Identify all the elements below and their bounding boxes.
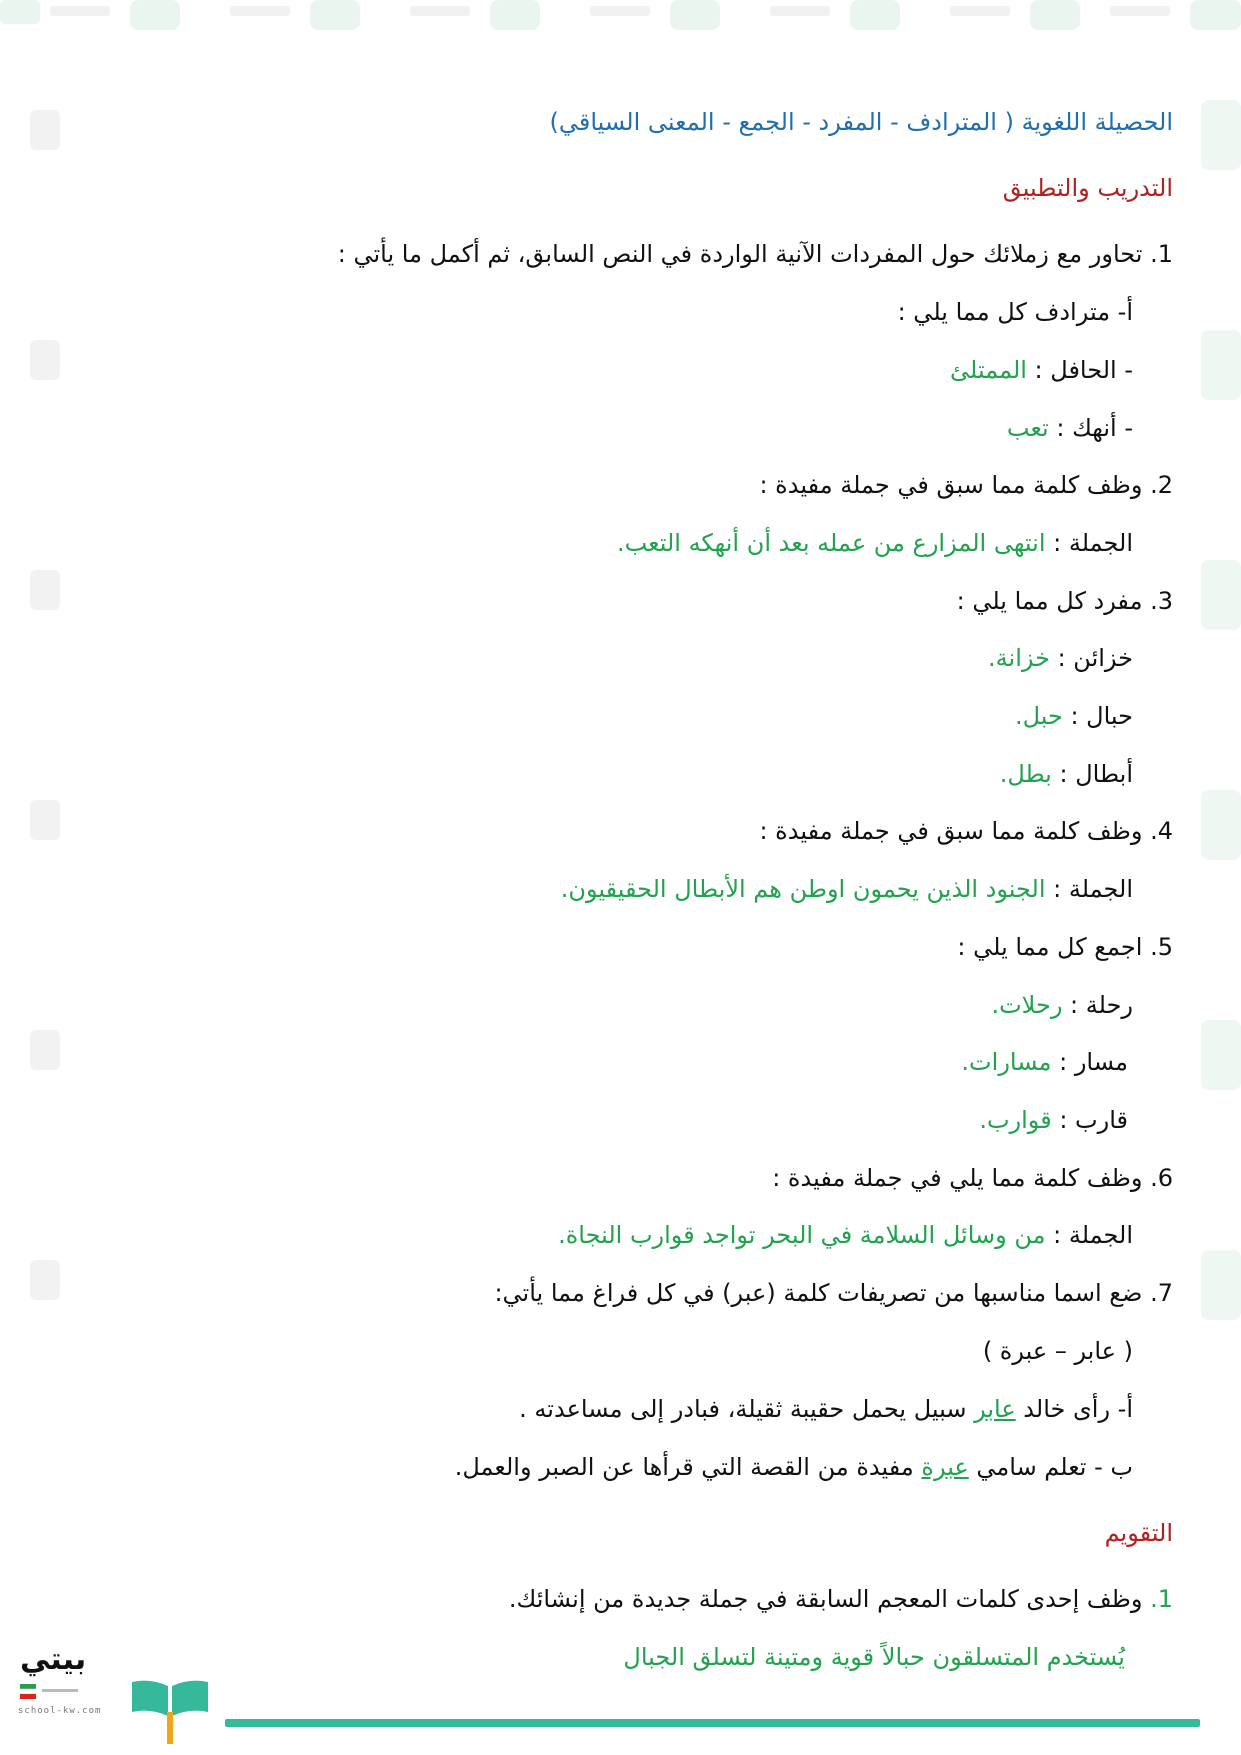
question-3-text: مفرد كل مما يلي : [956, 587, 1143, 615]
question-2-text: وظف كلمة مما سبق في جملة مفيدة : [759, 471, 1143, 499]
singular-answer: بطل. [999, 760, 1052, 788]
question-7 [494, 1277, 1173, 1309]
plural-item-2 [961, 1046, 1128, 1078]
plural-answer: قوارب. [979, 1106, 1052, 1134]
question-7-number: 7. [1150, 1279, 1173, 1307]
sentence-answer: الجنود الذين يحمون اوطن هم الأبطال الحقيقيون. [560, 875, 1046, 903]
watermark-top-strip [0, 0, 1241, 52]
singular-item-1 [988, 642, 1133, 674]
synonym-item-2 [1007, 412, 1133, 444]
singular-word: حبال : [1062, 702, 1133, 730]
plural-word: رحلة : [1062, 991, 1133, 1019]
site-logo [18, 1640, 223, 1750]
watermark-left-strip [20, 90, 80, 1520]
question-1a: أ- مترادف كل مما يلي : [897, 298, 1133, 326]
question-4 [759, 815, 1173, 847]
watermark-right-strip [1181, 90, 1241, 1520]
plural-item-1 [991, 989, 1133, 1021]
synonym-word: - الحافل : [1026, 356, 1133, 384]
singular-answer: خزانة. [988, 644, 1050, 672]
synonym-word: - أنهك : [1048, 414, 1133, 442]
flag-icon [20, 1684, 80, 1700]
question-1-text: تحاور مع زملائك حول المفردات الآنية الواردة في النص السابق، ثم أكمل ما يأتي : [337, 240, 1143, 268]
question-3-number: 3. [1150, 587, 1173, 615]
question-2-number: 2. [1150, 471, 1173, 499]
plural-word: قارب : [1051, 1106, 1128, 1134]
fill-before: ب - تعلم سامي [968, 1453, 1133, 1481]
fill-answer: عبرة [921, 1453, 969, 1481]
question-7b [455, 1451, 1133, 1483]
evaluation-1-text: وظف إحدى كلمات المعجم السابقة في جملة جديدة من إنشائك. [508, 1585, 1143, 1613]
plural-item-3 [979, 1104, 1128, 1136]
sentence-6 [558, 1219, 1133, 1251]
sentence-label: الجملة : [1045, 875, 1133, 903]
singular-word: خزائن : [1049, 644, 1133, 672]
synonym-item-1 [950, 354, 1133, 386]
synonym-answer: الممتلئ [950, 356, 1027, 384]
evaluation-1-number: 1. [1150, 1585, 1173, 1613]
fill-after: مفيدة من القصة التي قرأها عن الصبر والعمل. [454, 1453, 922, 1481]
singular-word: أبطال : [1051, 760, 1133, 788]
evaluation-1-answer: يُستخدم المتسلقون حبالاً قوية ومتينة لتسلق الجبال [623, 1643, 1125, 1671]
sentence-2 [617, 527, 1133, 559]
question-1-number: 1. [1150, 240, 1173, 268]
book-icon [130, 1678, 210, 1748]
page-title: الحصيلة اللغوية ( المترادف - المفرد - الجمع - المعنى السياقي) [549, 108, 1173, 136]
logo-text: بيتي [20, 1642, 87, 1677]
logo-site-url: school-kw.com [18, 1706, 102, 1716]
question-7-options: ( عابر – عبرة ) [982, 1337, 1133, 1365]
question-7-text: ضع اسما مناسبها من تصريفات كلمة (عبر) في كل فراغ مما يأتي: [494, 1279, 1143, 1307]
sentence-answer: من وسائل السلامة في البحر تواجد قوارب النجاة. [558, 1221, 1046, 1249]
training-heading: التدريب والتطبيق [1002, 174, 1173, 202]
question-2 [759, 469, 1173, 501]
question-6-text: وظف كلمة مما يلي في جملة مفيدة : [772, 1164, 1143, 1192]
question-7a [519, 1393, 1133, 1425]
fill-answer: عابر [974, 1395, 1016, 1423]
plural-answer: رحلات. [991, 991, 1063, 1019]
question-3 [957, 585, 1173, 617]
sentence-4 [561, 873, 1133, 905]
fill-before: أ- رأى خالد [1015, 1395, 1133, 1423]
question-6 [772, 1162, 1173, 1194]
evaluation-1 [509, 1583, 1173, 1615]
question-1 [338, 238, 1173, 270]
evaluation-heading: التقويم [1104, 1519, 1173, 1547]
question-4-text: وظف كلمة مما سبق في جملة مفيدة : [759, 817, 1143, 845]
question-6-number: 6. [1150, 1164, 1173, 1192]
sentence-label: الجملة : [1045, 529, 1133, 557]
sentence-answer: انتهى المزارع من عمله بعد أن أنهكه التعب. [616, 529, 1046, 557]
plural-word: مسار : [1051, 1048, 1128, 1076]
singular-item-3 [1000, 758, 1133, 790]
question-5-number: 5. [1150, 933, 1173, 961]
singular-answer: حبل. [1014, 702, 1063, 730]
question-4-number: 4. [1150, 817, 1173, 845]
singular-item-2 [1015, 700, 1133, 732]
plural-answer: مسارات. [961, 1048, 1052, 1076]
footer-divider [225, 1719, 1200, 1727]
question-5-text: اجمع كل مما يلي : [957, 933, 1143, 961]
fill-after: سبيل يحمل حقيبة ثقيلة، فبادر إلى مساعدته . [519, 1395, 975, 1423]
synonym-answer: تعب [1006, 414, 1049, 442]
sentence-label: الجملة : [1045, 1221, 1133, 1249]
question-5 [957, 931, 1173, 963]
